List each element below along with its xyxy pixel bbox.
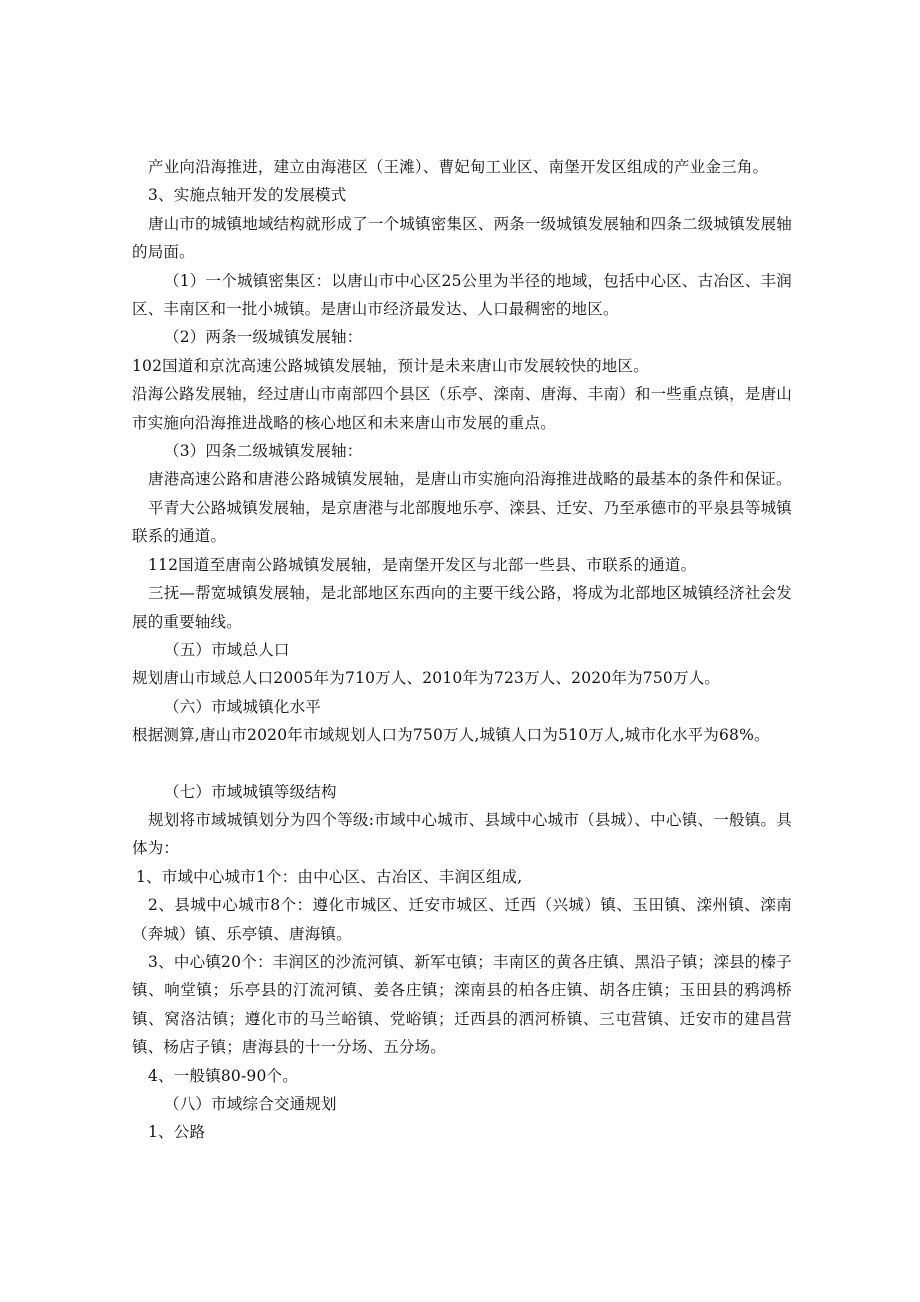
paragraph-population-plan: 规划唐山市域总人口2005年为710万人、2010年为723万人、2020年为750万人。 [132,669,721,688]
paragraph-industry-triangle: 产业向沿海推进，建立由海港区（王滩）、曹妃甸工业区、南堡开发区组成的产业金三角。 [148,158,769,176]
paragraph-tanggang-axis: 唐港高速公路和唐港公路城镇发展轴，是唐山市实施向沿海推进战略的最基本的条件和保证。 [148,470,792,489]
paragraph-102-axis: 102国道和京沈高速公路城镇发展轴，预计是未来唐山市发展较快的地区。 [132,356,649,375]
heading-secondary-axes: （3）四条二级城镇发展轴： [164,442,363,461]
document-body [132,153,792,1147]
paragraph-coastal-axis: 沿海公路发展轴，经过唐山市南部四个县区（乐亭、滦南、唐海、丰南）和一些重点镇，是唐山市实施向沿海推进战略的核心地区和未来唐山市发展的重点。 [132,385,792,432]
heading-transport-plan: （八）市域综合交通规划 [164,1095,337,1113]
paragraph-112-axis: 112国道至唐南公路城镇发展轴，是南堡开发区与北部一些县、市联系的通道。 [148,555,697,574]
list-item-county-cities: 2、县城中心城市8个：遵化市城区、迁安市城区、迁西（兴城）镇、玉田镇、滦州镇、滦南（奔城）镇、乐亭镇、唐海镇。 [132,896,792,943]
heading-primary-axes: （2）两条一级城镇发展轴： [164,328,363,347]
heading-town-hierarchy: （七）市域城镇等级结构 [164,782,337,801]
heading-total-population: （五）市域总人口 [164,640,290,659]
paragraph-pingqing-axis: 平青大公路城镇发展轴，是京唐港与北部腹地乐亭、滦县、迁安、乃至承德市的平泉县等城镇联系的通道。 [132,498,792,546]
paragraph-sanfu-axis: 三抚—帮宽城镇发展轴，是北部地区东西向的主要干线公路，将成为北部地区城镇经济社会发展的重要轴线。 [132,584,792,631]
paragraph-spacer [132,750,792,778]
paragraph-urbanization-rate: 根据测算,唐山市2020年市域规划人口为750万人,城镇人口为510万人,城市化水平为68%。 [132,726,770,745]
heading-urbanization-level: （六）市域城镇化水平 [164,697,322,716]
list-item-general-towns: 4、一般镇80-90个。 [148,1066,298,1085]
heading-highways: 1、公路 [148,1123,206,1142]
list-item-central-towns: 3、中心镇20个：丰润区的沙流河镇、新军屯镇；丰南区的黄各庄镇、黑沿子镇；滦县的榛子镇、响堂镇；乐亭县的汀流河镇、姜各庄镇；滦南县的柏各庄镇、胡各庄镇；玉田县的鸦鸿桥镇、窝洛沽镇；遵化市的马兰峪镇、党峪镇；迁西县的洒河桥镇、三屯营镇、迁安市的建昌营镇、杨店子镇；唐海县的十一分场、五分场。 [132,952,792,1057]
paragraph-urban-structure: 唐山市的城镇地域结构就形成了一个城镇密集区、两条一级城镇发展轴和四条二级城镇发展轴的局面。 [132,214,792,262]
paragraph-four-levels: 规划将市域城镇划分为四个等级:市域中心城市、县域中心城市（县城）、中心镇、一般镇。具体为： [132,810,792,858]
paragraph-dense-area: （1）一个城镇密集区：以唐山市中心区25公里为半径的地域，包括中心区、古冶区、丰润区、丰南区和一批小城镇。是唐山市经济最发达、人口最稠密的地区。 [132,271,792,319]
heading-point-axis-model: 3、实施点轴开发的发展模式 [148,186,347,205]
list-item-central-city: 1、市域中心城市1个：由中心区、古冶区、丰润区组成, [136,867,523,886]
